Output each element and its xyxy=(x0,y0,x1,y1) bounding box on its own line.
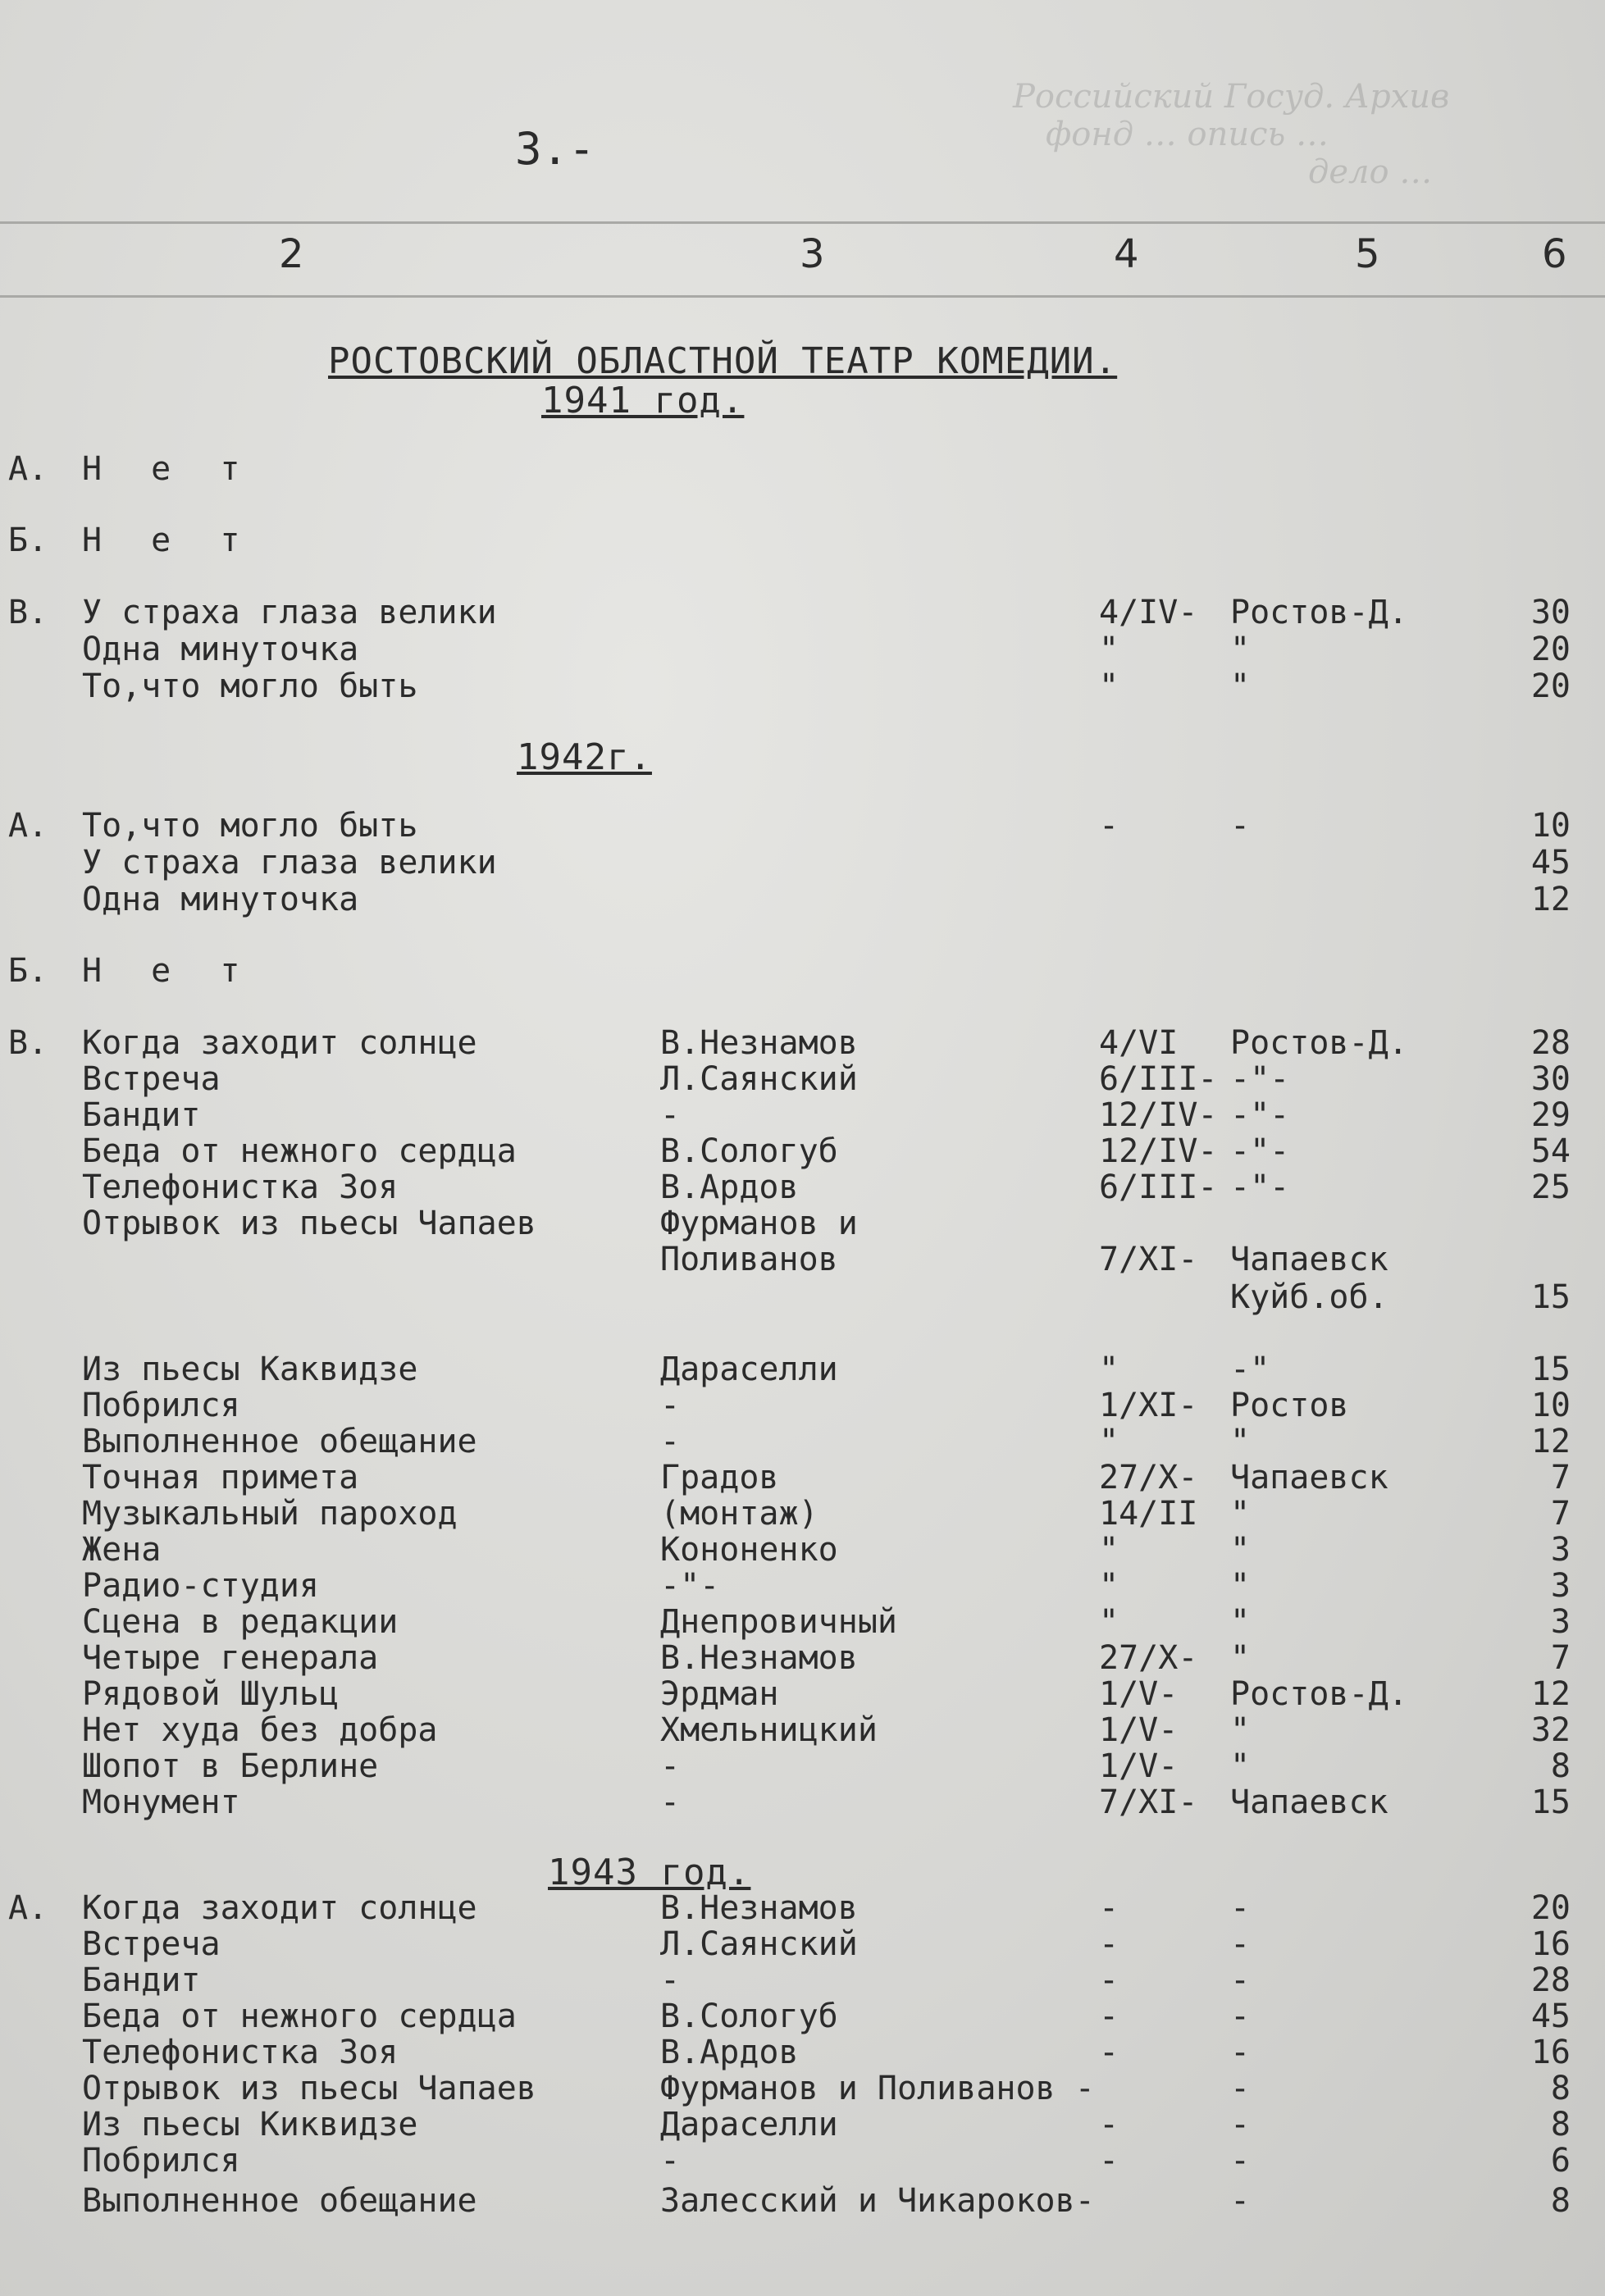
table-row xyxy=(0,1097,1605,1133)
page-number: 3.- xyxy=(515,123,595,175)
play-author: - xyxy=(660,1784,681,1821)
performance-place: " xyxy=(1230,1567,1251,1605)
play-title: Музыкальный пароход xyxy=(82,1495,458,1533)
performance-place: " xyxy=(1230,631,1251,668)
play-author: Градов xyxy=(660,1459,779,1496)
performance-place: - xyxy=(1230,1961,1251,1999)
play-title: Жена xyxy=(82,1531,162,1569)
play-title: Встреча xyxy=(82,1060,221,1098)
archive-stamp xyxy=(1013,78,1579,217)
performance-date: 1/V- xyxy=(1099,1747,1179,1785)
performance-count: 28 xyxy=(1530,1024,1571,1062)
play-author: Эрдман xyxy=(660,1675,779,1713)
table-row xyxy=(0,1351,1605,1387)
play-title: Четыре генерала xyxy=(82,1639,379,1677)
table-row xyxy=(0,1890,1605,1926)
table-row xyxy=(0,1061,1605,1097)
performance-count: 10 xyxy=(1530,807,1571,845)
performance-count: 12 xyxy=(1530,1675,1571,1713)
performance-place: " xyxy=(1230,1747,1251,1785)
performance-date: - xyxy=(1099,2142,1119,2180)
play-author: - xyxy=(660,1747,681,1785)
performance-date: - xyxy=(1099,2034,1119,2071)
play-title: Монумент xyxy=(82,1784,240,1821)
performance-count: 20 xyxy=(1530,1889,1571,1927)
section-text: Н е т xyxy=(82,522,255,559)
table-row xyxy=(0,1025,1605,1061)
performance-date: 4/VI xyxy=(1099,1024,1179,1062)
table-row xyxy=(0,1279,1605,1315)
column-number: 3 xyxy=(800,231,825,277)
performance-count: 25 xyxy=(1530,1168,1571,1206)
top-rule xyxy=(0,221,1605,224)
table-row xyxy=(0,1496,1605,1532)
performance-place: " xyxy=(1230,667,1251,705)
stamp-line: дело … xyxy=(1308,153,1433,191)
performance-date: " xyxy=(1099,667,1119,705)
section-text: Н е т xyxy=(82,952,255,990)
table-row xyxy=(0,1241,1605,1278)
performance-count: 7 xyxy=(1550,1495,1571,1533)
play-author: -"- xyxy=(660,1567,720,1605)
performance-date: 6/III- xyxy=(1099,1168,1218,1206)
performance-place: - xyxy=(1230,1925,1251,1963)
performance-place: -"- xyxy=(1230,1096,1290,1134)
performance-place: - xyxy=(1230,2106,1251,2143)
performance-place: Ростов-Д. xyxy=(1230,1024,1408,1062)
table-row xyxy=(0,1532,1605,1568)
performance-count: 16 xyxy=(1530,2034,1571,2071)
performance-count: 12 xyxy=(1530,881,1571,918)
performance-date: - xyxy=(1099,1998,1119,2035)
performance-date: - xyxy=(1099,807,1119,845)
row-label: А. xyxy=(8,807,48,845)
section-label: Б. xyxy=(8,952,48,990)
performance-date: 12/IV- xyxy=(1099,1096,1218,1134)
play-author: Дараселли xyxy=(660,2106,838,2143)
year-heading: 1943 год. xyxy=(548,1852,751,1893)
table-row xyxy=(0,1387,1605,1424)
play-title: Рядовой Шульц xyxy=(82,1675,340,1713)
play-title: Выполненное обещание xyxy=(82,2182,477,2220)
performance-count: 30 xyxy=(1530,594,1571,631)
play-title: Одна минуточка xyxy=(82,881,359,918)
table-row xyxy=(0,1424,1605,1460)
column-number: 4 xyxy=(1114,231,1139,277)
play-author: Фурманов и xyxy=(660,1205,858,1242)
performance-count: 6 xyxy=(1550,2142,1571,2180)
table-row xyxy=(0,2034,1605,2070)
performance-date: 1/XI- xyxy=(1099,1387,1198,1424)
table-row xyxy=(0,2183,1605,2219)
play-title: То,что могло быть xyxy=(82,667,418,705)
performance-count: 16 xyxy=(1530,1925,1571,1963)
table-row xyxy=(0,845,1605,881)
performance-date: 14/II xyxy=(1099,1495,1198,1533)
column-number: 6 xyxy=(1542,231,1567,277)
table-row xyxy=(0,1676,1605,1712)
year-heading: 1941 год. xyxy=(541,380,745,421)
play-title: Телефонистка Зоя xyxy=(82,2034,399,2071)
performance-place: -" xyxy=(1230,1351,1270,1388)
play-author: Л.Саянский xyxy=(660,1925,858,1963)
table-row xyxy=(0,1712,1605,1748)
play-title: То,что могло быть xyxy=(82,807,418,845)
performance-date: 1/V- xyxy=(1099,1711,1179,1749)
table-row xyxy=(0,1998,1605,2034)
performance-count: 45 xyxy=(1530,1998,1571,2035)
table-row xyxy=(0,1748,1605,1784)
performance-count: 3 xyxy=(1550,1567,1571,1605)
performance-date: " xyxy=(1099,631,1119,668)
play-author: Л.Саянский xyxy=(660,1060,858,1098)
row-label: А. xyxy=(8,1889,48,1927)
performance-place: " xyxy=(1230,1495,1251,1533)
section-row xyxy=(0,522,1605,558)
performance-count: 8 xyxy=(1550,2070,1571,2107)
play-author: Хмельницкий xyxy=(660,1711,878,1749)
section-label: А. xyxy=(8,450,48,488)
play-title: Бандит xyxy=(82,1961,201,1999)
performance-place: " xyxy=(1230,1423,1251,1460)
stamp-line: Российский Госуд. Архив xyxy=(1013,78,1450,116)
performance-date: 1/V- xyxy=(1099,1675,1179,1713)
performance-count: 8 xyxy=(1550,2182,1571,2220)
play-author: - xyxy=(660,1961,681,1999)
performance-count: 12 xyxy=(1530,1423,1571,1460)
year-heading: 1942г. xyxy=(517,736,652,778)
play-title: У страха глаза велики xyxy=(82,844,497,882)
performance-date: 12/IV- xyxy=(1099,1132,1218,1170)
play-author: Кононенко xyxy=(660,1531,838,1569)
performance-count: 28 xyxy=(1530,1961,1571,1999)
play-title: Бандит xyxy=(82,1096,201,1134)
performance-date: 7/XI- xyxy=(1099,1241,1198,1278)
performance-place: - xyxy=(1230,1889,1251,1927)
performance-date: - xyxy=(1099,1925,1119,1963)
play-title: Одна минуточка xyxy=(82,631,359,668)
play-author: Поливанов xyxy=(660,1241,838,1278)
performance-count: 54 xyxy=(1530,1132,1571,1170)
performance-count: 10 xyxy=(1530,1387,1571,1424)
performance-date: " xyxy=(1099,1423,1119,1460)
table-row xyxy=(0,594,1605,631)
performance-count: 30 xyxy=(1530,1060,1571,1098)
performance-place: - xyxy=(1230,2182,1251,2220)
performance-place: " xyxy=(1230,1711,1251,1749)
play-author: - xyxy=(660,1423,681,1460)
table-row xyxy=(0,1604,1605,1640)
section-row xyxy=(0,451,1605,487)
performance-count: 15 xyxy=(1530,1278,1571,1316)
section-row xyxy=(0,953,1605,989)
performance-count: 20 xyxy=(1530,631,1571,668)
play-title: Точная примета xyxy=(82,1459,359,1496)
table-row xyxy=(0,631,1605,667)
performance-place: -"- xyxy=(1230,1132,1290,1170)
play-title: Беда от нежного сердца xyxy=(82,1132,517,1170)
play-title: Когда заходит солнце xyxy=(82,1024,477,1062)
play-title: У страха глаза велики xyxy=(82,594,497,631)
table-row xyxy=(0,1205,1605,1241)
column-number: 5 xyxy=(1355,231,1380,277)
table-row xyxy=(0,1640,1605,1676)
performance-date: - xyxy=(1099,1961,1119,1999)
performance-date: " xyxy=(1099,1603,1119,1641)
performance-date: - xyxy=(1099,2106,1119,2143)
table-row xyxy=(0,1133,1605,1169)
table-row xyxy=(0,2143,1605,2179)
performance-count: 3 xyxy=(1550,1603,1571,1641)
play-title: Отрывок из пьесы Чапаев xyxy=(82,2070,536,2107)
performance-place: " xyxy=(1230,1531,1251,1569)
performance-count: 7 xyxy=(1550,1639,1571,1677)
table-row xyxy=(0,808,1605,844)
performance-place: Чапаевск xyxy=(1230,1459,1388,1496)
play-title: Сцена в редакции xyxy=(82,1603,399,1641)
play-title: Радио-студия xyxy=(82,1567,319,1605)
play-author: - xyxy=(660,2142,681,2180)
performance-place: - xyxy=(1230,1998,1251,2035)
play-title: Из пьесы Каквидзе xyxy=(82,1351,418,1388)
performance-place: - xyxy=(1230,807,1251,845)
play-title: Беда от нежного сердца xyxy=(82,1998,517,2035)
document-title: РОСТОВСКИЙ ОБЛАСТНОЙ ТЕАТР КОМЕДИИ. xyxy=(328,340,1118,382)
section-label: Б. xyxy=(8,522,48,559)
column-number: 2 xyxy=(279,231,304,277)
table-row xyxy=(0,882,1605,918)
play-title: Когда заходит солнце xyxy=(82,1889,477,1927)
performance-count: 29 xyxy=(1530,1096,1571,1134)
performance-date: 7/XI- xyxy=(1099,1784,1198,1821)
performance-place: -"- xyxy=(1230,1060,1290,1098)
performance-count: 15 xyxy=(1530,1351,1571,1388)
performance-place: Ростов-Д. xyxy=(1230,594,1408,631)
performance-place: Чапаевск xyxy=(1230,1784,1388,1821)
performance-place: - xyxy=(1230,2142,1251,2180)
performance-place: " xyxy=(1230,1603,1251,1641)
play-title: Отрывок из пьесы Чапаев xyxy=(82,1205,536,1242)
play-author: Фурманов и Поливанов - xyxy=(660,2070,1095,2107)
stamp-line: фонд … опись … xyxy=(1046,116,1329,153)
performance-place: -"- xyxy=(1230,1168,1290,1206)
performance-date: 6/III- xyxy=(1099,1060,1218,1098)
table-row xyxy=(0,668,1605,704)
performance-place: " xyxy=(1230,1639,1251,1677)
play-title: Побрился xyxy=(82,2142,240,2180)
row-label: В. xyxy=(8,594,48,631)
play-title: Телефонистка Зоя xyxy=(82,1168,399,1206)
table-row xyxy=(0,1169,1605,1205)
performance-place: - xyxy=(1230,2070,1251,2107)
performance-count: 15 xyxy=(1530,1784,1571,1821)
performance-count: 32 xyxy=(1530,1711,1571,1749)
play-title: Нет худа без добра xyxy=(82,1711,438,1749)
play-author: (монтаж) xyxy=(660,1495,818,1533)
play-title: Встреча xyxy=(82,1925,221,1963)
play-author: Залесский и Чикароков- xyxy=(660,2182,1095,2220)
play-author: - xyxy=(660,1387,681,1424)
table-row xyxy=(0,1568,1605,1604)
performance-count: 45 xyxy=(1530,844,1571,882)
play-author: В.Незнамов xyxy=(660,1639,858,1677)
play-author: - xyxy=(660,1096,681,1134)
play-author: В.Незнамов xyxy=(660,1889,858,1927)
performance-count: 3 xyxy=(1550,1531,1571,1569)
play-author: В.Сологуб xyxy=(660,1998,838,2035)
play-author: В.Незнамов xyxy=(660,1024,858,1062)
performance-date: 27/X- xyxy=(1099,1639,1198,1677)
row-label: В. xyxy=(8,1024,48,1062)
performance-place: Чапаевск xyxy=(1230,1241,1388,1278)
performance-place: Куйб.об. xyxy=(1230,1278,1388,1316)
table-row xyxy=(0,1962,1605,1998)
header-rule xyxy=(0,295,1605,298)
performance-date: 27/X- xyxy=(1099,1459,1198,1496)
play-author: В.Сологуб xyxy=(660,1132,838,1170)
table-row xyxy=(0,1926,1605,1962)
play-title: Выполненное обещание xyxy=(82,1423,477,1460)
table-row xyxy=(0,2107,1605,2143)
play-author: Дараселли xyxy=(660,1351,838,1388)
table-row xyxy=(0,1784,1605,1820)
play-author: Днепровичный xyxy=(660,1603,897,1641)
play-title: Из пьесы Киквидзе xyxy=(82,2106,418,2143)
performance-count: 8 xyxy=(1550,1747,1571,1785)
play-author: В.Ардов xyxy=(660,1168,799,1206)
performance-count: 20 xyxy=(1530,667,1571,705)
performance-place: - xyxy=(1230,2034,1251,2071)
performance-date: " xyxy=(1099,1567,1119,1605)
play-title: Шопот в Берлине xyxy=(82,1747,379,1785)
performance-place: Ростов-Д. xyxy=(1230,1675,1408,1713)
performance-date: 4/IV- xyxy=(1099,594,1198,631)
table-row xyxy=(0,2070,1605,2107)
section-text: Н е т xyxy=(82,450,255,488)
performance-count: 8 xyxy=(1550,2106,1571,2143)
performance-date: - xyxy=(1099,1889,1119,1927)
performance-place: Ростов xyxy=(1230,1387,1349,1424)
performance-count: 7 xyxy=(1550,1459,1571,1496)
play-title: Побрился xyxy=(82,1387,240,1424)
performance-date: " xyxy=(1099,1531,1119,1569)
performance-date: " xyxy=(1099,1351,1119,1388)
table-row xyxy=(0,1460,1605,1496)
play-author: В.Ардов xyxy=(660,2034,799,2071)
